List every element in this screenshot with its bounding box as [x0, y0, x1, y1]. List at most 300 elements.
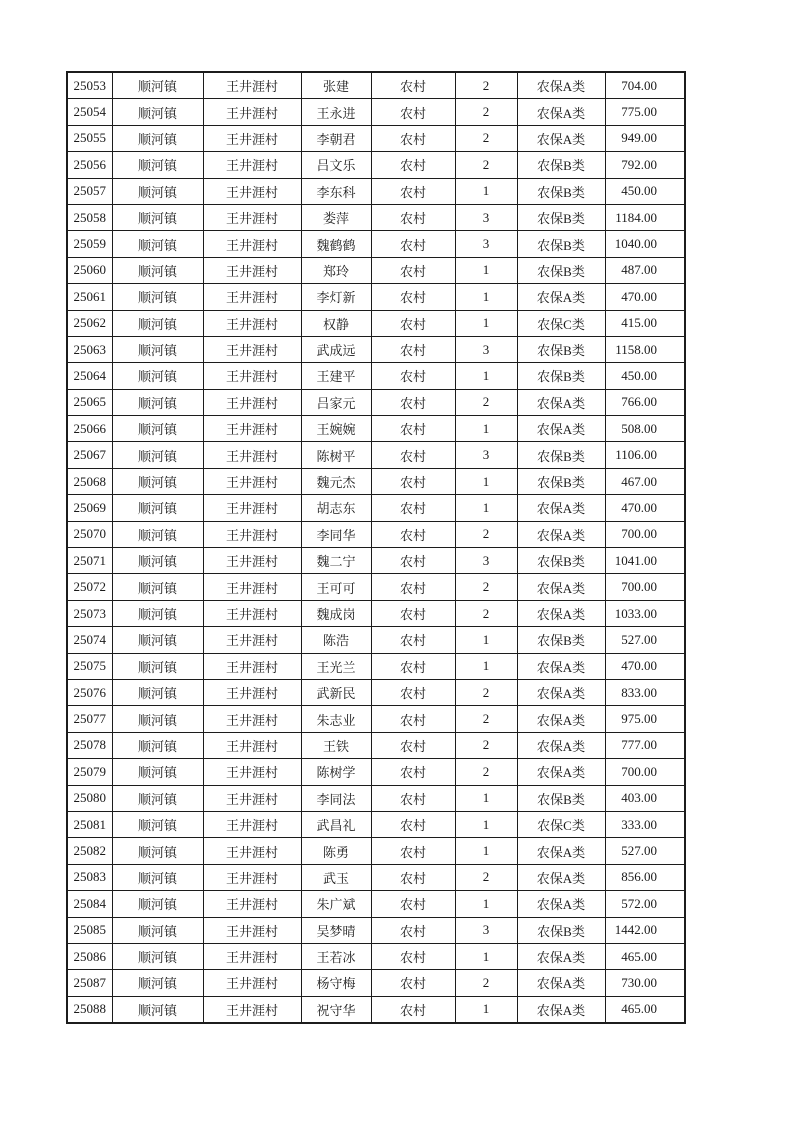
cell-insurance-category: 农保A类 [517, 864, 605, 890]
cell-household-count: 1 [455, 891, 517, 917]
cell-id: 25056 [67, 152, 112, 178]
cell-residence-type: 农村 [371, 970, 455, 996]
cell-insurance-category: 农保B类 [517, 363, 605, 389]
cell-residence-type: 农村 [371, 548, 455, 574]
cell-amount: 508.00 [605, 416, 685, 442]
cell-village: 王井涯村 [203, 864, 301, 890]
cell-town: 顺河镇 [112, 125, 203, 151]
cell-name: 李同华 [301, 521, 371, 547]
cell-name: 张建 [301, 72, 371, 99]
cell-household-count: 1 [455, 627, 517, 653]
cell-village: 王井涯村 [203, 785, 301, 811]
cell-household-count: 1 [455, 653, 517, 679]
cell-residence-type: 农村 [371, 996, 455, 1023]
cell-residence-type: 农村 [371, 284, 455, 310]
cell-amount: 1106.00 [605, 442, 685, 468]
cell-village: 王井涯村 [203, 627, 301, 653]
cell-id: 25074 [67, 627, 112, 653]
cell-residence-type: 农村 [371, 178, 455, 204]
cell-name: 吴梦晴 [301, 917, 371, 943]
cell-town: 顺河镇 [112, 231, 203, 257]
cell-household-count: 3 [455, 231, 517, 257]
cell-residence-type: 农村 [371, 891, 455, 917]
cell-town: 顺河镇 [112, 996, 203, 1023]
cell-insurance-category: 农保B类 [517, 468, 605, 494]
table-row [67, 627, 685, 653]
cell-town: 顺河镇 [112, 785, 203, 811]
cell-insurance-category: 农保B类 [517, 785, 605, 811]
cell-household-count: 1 [455, 310, 517, 336]
cell-name: 祝守华 [301, 996, 371, 1023]
cell-town: 顺河镇 [112, 864, 203, 890]
cell-amount: 450.00 [605, 178, 685, 204]
cell-household-count: 2 [455, 574, 517, 600]
cell-village: 王井涯村 [203, 495, 301, 521]
table-row [67, 574, 685, 600]
cell-id: 25080 [67, 785, 112, 811]
cell-village: 王井涯村 [203, 152, 301, 178]
cell-amount: 465.00 [605, 943, 685, 969]
table-row [67, 231, 685, 257]
cell-town: 顺河镇 [112, 204, 203, 230]
cell-insurance-category: 农保A类 [517, 679, 605, 705]
cell-residence-type: 农村 [371, 310, 455, 336]
cell-name: 武成远 [301, 336, 371, 362]
table-body [67, 72, 685, 1023]
table-row [67, 811, 685, 837]
cell-amount: 470.00 [605, 653, 685, 679]
table-row [67, 917, 685, 943]
cell-amount: 856.00 [605, 864, 685, 890]
cell-amount: 333.00 [605, 811, 685, 837]
cell-insurance-category: 农保A类 [517, 284, 605, 310]
cell-insurance-category: 农保B类 [517, 204, 605, 230]
table-row [67, 204, 685, 230]
table-row [67, 495, 685, 521]
cell-insurance-category: 农保A类 [517, 996, 605, 1023]
cell-name: 王铁 [301, 732, 371, 758]
cell-insurance-category: 农保A类 [517, 943, 605, 969]
cell-id: 25086 [67, 943, 112, 969]
cell-residence-type: 农村 [371, 600, 455, 626]
cell-residence-type: 农村 [371, 574, 455, 600]
cell-residence-type: 农村 [371, 336, 455, 362]
cell-village: 王井涯村 [203, 574, 301, 600]
cell-name: 李同法 [301, 785, 371, 811]
cell-village: 王井涯村 [203, 178, 301, 204]
cell-village: 王井涯村 [203, 970, 301, 996]
table-row [67, 891, 685, 917]
cell-insurance-category: 农保A类 [517, 600, 605, 626]
cell-insurance-category: 农保B类 [517, 336, 605, 362]
cell-residence-type: 农村 [371, 442, 455, 468]
cell-amount: 704.00 [605, 72, 685, 99]
cell-household-count: 3 [455, 548, 517, 574]
cell-residence-type: 农村 [371, 125, 455, 151]
cell-amount: 450.00 [605, 363, 685, 389]
cell-id: 25061 [67, 284, 112, 310]
cell-village: 王井涯村 [203, 811, 301, 837]
cell-name: 武新民 [301, 679, 371, 705]
cell-household-count: 1 [455, 416, 517, 442]
cell-insurance-category: 农保A类 [517, 970, 605, 996]
cell-amount: 1041.00 [605, 548, 685, 574]
cell-household-count: 2 [455, 152, 517, 178]
cell-name: 陈浩 [301, 627, 371, 653]
cell-village: 王井涯村 [203, 548, 301, 574]
table-row [67, 759, 685, 785]
cell-household-count: 1 [455, 996, 517, 1023]
cell-town: 顺河镇 [112, 891, 203, 917]
table-row [67, 257, 685, 283]
cell-amount: 572.00 [605, 891, 685, 917]
cell-name: 武玉 [301, 864, 371, 890]
cell-town: 顺河镇 [112, 706, 203, 732]
cell-village: 王井涯村 [203, 231, 301, 257]
cell-town: 顺河镇 [112, 548, 203, 574]
cell-amount: 700.00 [605, 574, 685, 600]
cell-amount: 700.00 [605, 759, 685, 785]
cell-insurance-category: 农保B类 [517, 627, 605, 653]
cell-village: 王井涯村 [203, 600, 301, 626]
cell-town: 顺河镇 [112, 72, 203, 99]
cell-town: 顺河镇 [112, 759, 203, 785]
table-row [67, 864, 685, 890]
table-row [67, 706, 685, 732]
cell-town: 顺河镇 [112, 310, 203, 336]
cell-household-count: 3 [455, 204, 517, 230]
table-row [67, 363, 685, 389]
cell-amount: 1184.00 [605, 204, 685, 230]
table-row [67, 785, 685, 811]
cell-amount: 465.00 [605, 996, 685, 1023]
table-row [67, 152, 685, 178]
cell-insurance-category: 农保B类 [517, 548, 605, 574]
cell-id: 25082 [67, 838, 112, 864]
cell-residence-type: 农村 [371, 732, 455, 758]
cell-id: 25053 [67, 72, 112, 99]
cell-village: 王井涯村 [203, 310, 301, 336]
cell-name: 魏二宁 [301, 548, 371, 574]
cell-residence-type: 农村 [371, 759, 455, 785]
cell-village: 王井涯村 [203, 99, 301, 125]
cell-village: 王井涯村 [203, 706, 301, 732]
cell-town: 顺河镇 [112, 442, 203, 468]
cell-name: 王永进 [301, 99, 371, 125]
cell-residence-type: 农村 [371, 706, 455, 732]
cell-residence-type: 农村 [371, 257, 455, 283]
cell-household-count: 3 [455, 442, 517, 468]
cell-household-count: 2 [455, 732, 517, 758]
cell-village: 王井涯村 [203, 125, 301, 151]
cell-insurance-category: 农保A类 [517, 574, 605, 600]
cell-insurance-category: 农保B类 [517, 917, 605, 943]
table-row [67, 521, 685, 547]
cell-id: 25079 [67, 759, 112, 785]
cell-town: 顺河镇 [112, 521, 203, 547]
cell-residence-type: 农村 [371, 495, 455, 521]
table-row [67, 310, 685, 336]
cell-household-count: 2 [455, 679, 517, 705]
cell-village: 王井涯村 [203, 891, 301, 917]
cell-amount: 777.00 [605, 732, 685, 758]
table-row [67, 284, 685, 310]
cell-household-count: 2 [455, 600, 517, 626]
cell-name: 吕文乐 [301, 152, 371, 178]
cell-amount: 527.00 [605, 838, 685, 864]
cell-household-count: 1 [455, 468, 517, 494]
cell-name: 李东科 [301, 178, 371, 204]
cell-village: 王井涯村 [203, 653, 301, 679]
cell-town: 顺河镇 [112, 600, 203, 626]
cell-residence-type: 农村 [371, 389, 455, 415]
cell-town: 顺河镇 [112, 178, 203, 204]
cell-id: 25075 [67, 653, 112, 679]
cell-insurance-category: 农保B类 [517, 257, 605, 283]
cell-household-count: 2 [455, 389, 517, 415]
table-row [67, 679, 685, 705]
table-row [67, 732, 685, 758]
cell-residence-type: 农村 [371, 72, 455, 99]
cell-town: 顺河镇 [112, 495, 203, 521]
cell-name: 武昌礼 [301, 811, 371, 837]
cell-insurance-category: 农保B类 [517, 442, 605, 468]
cell-residence-type: 农村 [371, 838, 455, 864]
cell-amount: 975.00 [605, 706, 685, 732]
cell-name: 王婉婉 [301, 416, 371, 442]
cell-village: 王井涯村 [203, 204, 301, 230]
cell-household-count: 1 [455, 363, 517, 389]
cell-id: 25084 [67, 891, 112, 917]
cell-insurance-category: 农保B类 [517, 178, 605, 204]
cell-amount: 470.00 [605, 495, 685, 521]
cell-village: 王井涯村 [203, 284, 301, 310]
cell-insurance-category: 农保A类 [517, 838, 605, 864]
cell-name: 陈树学 [301, 759, 371, 785]
cell-residence-type: 农村 [371, 653, 455, 679]
table-row [67, 943, 685, 969]
cell-id: 25085 [67, 917, 112, 943]
cell-insurance-category: 农保C类 [517, 811, 605, 837]
cell-name: 李朝君 [301, 125, 371, 151]
cell-town: 顺河镇 [112, 363, 203, 389]
cell-household-count: 1 [455, 178, 517, 204]
cell-insurance-category: 农保A类 [517, 72, 605, 99]
cell-village: 王井涯村 [203, 732, 301, 758]
cell-id: 25071 [67, 548, 112, 574]
cell-household-count: 1 [455, 284, 517, 310]
cell-residence-type: 农村 [371, 99, 455, 125]
cell-id: 25064 [67, 363, 112, 389]
cell-id: 25081 [67, 811, 112, 837]
cell-town: 顺河镇 [112, 970, 203, 996]
table-row [67, 336, 685, 362]
cell-village: 王井涯村 [203, 442, 301, 468]
table-row [67, 653, 685, 679]
cell-id: 25055 [67, 125, 112, 151]
cell-name: 胡志东 [301, 495, 371, 521]
cell-residence-type: 农村 [371, 785, 455, 811]
cell-id: 25059 [67, 231, 112, 257]
cell-town: 顺河镇 [112, 152, 203, 178]
cell-village: 王井涯村 [203, 363, 301, 389]
cell-village: 王井涯村 [203, 943, 301, 969]
cell-town: 顺河镇 [112, 468, 203, 494]
cell-residence-type: 农村 [371, 363, 455, 389]
cell-id: 25077 [67, 706, 112, 732]
cell-insurance-category: 农保C类 [517, 310, 605, 336]
cell-name: 朱广斌 [301, 891, 371, 917]
cell-amount: 775.00 [605, 99, 685, 125]
table-row [67, 416, 685, 442]
cell-name: 王建平 [301, 363, 371, 389]
cell-residence-type: 农村 [371, 468, 455, 494]
cell-insurance-category: 农保A类 [517, 891, 605, 917]
cell-household-count: 1 [455, 257, 517, 283]
cell-amount: 1040.00 [605, 231, 685, 257]
cell-town: 顺河镇 [112, 732, 203, 758]
cell-village: 王井涯村 [203, 416, 301, 442]
cell-id: 25060 [67, 257, 112, 283]
cell-town: 顺河镇 [112, 257, 203, 283]
cell-insurance-category: 农保A类 [517, 495, 605, 521]
cell-residence-type: 农村 [371, 679, 455, 705]
cell-town: 顺河镇 [112, 99, 203, 125]
table-row [67, 548, 685, 574]
cell-amount: 487.00 [605, 257, 685, 283]
cell-insurance-category: 农保A类 [517, 759, 605, 785]
cell-amount: 792.00 [605, 152, 685, 178]
cell-village: 王井涯村 [203, 838, 301, 864]
cell-residence-type: 农村 [371, 917, 455, 943]
cell-id: 25070 [67, 521, 112, 547]
cell-amount: 833.00 [605, 679, 685, 705]
cell-name: 吕家元 [301, 389, 371, 415]
cell-town: 顺河镇 [112, 627, 203, 653]
cell-insurance-category: 农保A类 [517, 732, 605, 758]
cell-town: 顺河镇 [112, 917, 203, 943]
cell-id: 25072 [67, 574, 112, 600]
cell-id: 25069 [67, 495, 112, 521]
table-row [67, 996, 685, 1023]
cell-town: 顺河镇 [112, 838, 203, 864]
cell-village: 王井涯村 [203, 996, 301, 1023]
cell-id: 25058 [67, 204, 112, 230]
cell-insurance-category: 农保A类 [517, 653, 605, 679]
cell-household-count: 2 [455, 759, 517, 785]
cell-amount: 470.00 [605, 284, 685, 310]
cell-town: 顺河镇 [112, 389, 203, 415]
cell-amount: 415.00 [605, 310, 685, 336]
cell-household-count: 2 [455, 99, 517, 125]
cell-id: 25087 [67, 970, 112, 996]
cell-id: 25083 [67, 864, 112, 890]
cell-town: 顺河镇 [112, 943, 203, 969]
cell-amount: 949.00 [605, 125, 685, 151]
cell-insurance-category: 农保A类 [517, 706, 605, 732]
cell-household-count: 1 [455, 495, 517, 521]
cell-id: 25076 [67, 679, 112, 705]
cell-household-count: 2 [455, 706, 517, 732]
cell-residence-type: 农村 [371, 231, 455, 257]
cell-town: 顺河镇 [112, 811, 203, 837]
cell-name: 魏鹤鹤 [301, 231, 371, 257]
table-row [67, 178, 685, 204]
cell-amount: 766.00 [605, 389, 685, 415]
table-row [67, 99, 685, 125]
cell-name: 陈勇 [301, 838, 371, 864]
cell-household-count: 1 [455, 943, 517, 969]
cell-residence-type: 农村 [371, 943, 455, 969]
cell-household-count: 2 [455, 72, 517, 99]
cell-id: 25062 [67, 310, 112, 336]
cell-village: 王井涯村 [203, 257, 301, 283]
cell-amount: 403.00 [605, 785, 685, 811]
cell-village: 王井涯村 [203, 679, 301, 705]
cell-town: 顺河镇 [112, 653, 203, 679]
cell-name: 郑玲 [301, 257, 371, 283]
cell-id: 25068 [67, 468, 112, 494]
table-row [67, 970, 685, 996]
cell-insurance-category: 农保A类 [517, 416, 605, 442]
cell-id: 25065 [67, 389, 112, 415]
cell-id: 25057 [67, 178, 112, 204]
table-row [67, 468, 685, 494]
cell-insurance-category: 农保A类 [517, 125, 605, 151]
table-row [67, 389, 685, 415]
cell-residence-type: 农村 [371, 416, 455, 442]
cell-insurance-category: 农保B类 [517, 231, 605, 257]
cell-town: 顺河镇 [112, 336, 203, 362]
cell-amount: 1033.00 [605, 600, 685, 626]
cell-insurance-category: 农保A类 [517, 389, 605, 415]
cell-village: 王井涯村 [203, 389, 301, 415]
cell-name: 王若冰 [301, 943, 371, 969]
cell-town: 顺河镇 [112, 679, 203, 705]
cell-amount: 527.00 [605, 627, 685, 653]
cell-household-count: 2 [455, 521, 517, 547]
cell-household-count: 2 [455, 970, 517, 996]
cell-amount: 467.00 [605, 468, 685, 494]
cell-id: 25054 [67, 99, 112, 125]
cell-name: 魏元杰 [301, 468, 371, 494]
cell-amount: 700.00 [605, 521, 685, 547]
table-row [67, 72, 685, 99]
cell-village: 王井涯村 [203, 759, 301, 785]
cell-insurance-category: 农保B类 [517, 152, 605, 178]
cell-residence-type: 农村 [371, 521, 455, 547]
cell-id: 25073 [67, 600, 112, 626]
cell-name: 娄萍 [301, 204, 371, 230]
cell-id: 25067 [67, 442, 112, 468]
cell-town: 顺河镇 [112, 416, 203, 442]
cell-household-count: 2 [455, 864, 517, 890]
cell-id: 25088 [67, 996, 112, 1023]
cell-name: 李灯新 [301, 284, 371, 310]
table-row [67, 125, 685, 151]
cell-town: 顺河镇 [112, 574, 203, 600]
cell-name: 朱志业 [301, 706, 371, 732]
cell-village: 王井涯村 [203, 521, 301, 547]
cell-residence-type: 农村 [371, 811, 455, 837]
cell-id: 25063 [67, 336, 112, 362]
cell-insurance-category: 农保A类 [517, 521, 605, 547]
cell-residence-type: 农村 [371, 864, 455, 890]
cell-id: 25066 [67, 416, 112, 442]
cell-id: 25078 [67, 732, 112, 758]
cell-name: 陈树平 [301, 442, 371, 468]
cell-residence-type: 农村 [371, 204, 455, 230]
